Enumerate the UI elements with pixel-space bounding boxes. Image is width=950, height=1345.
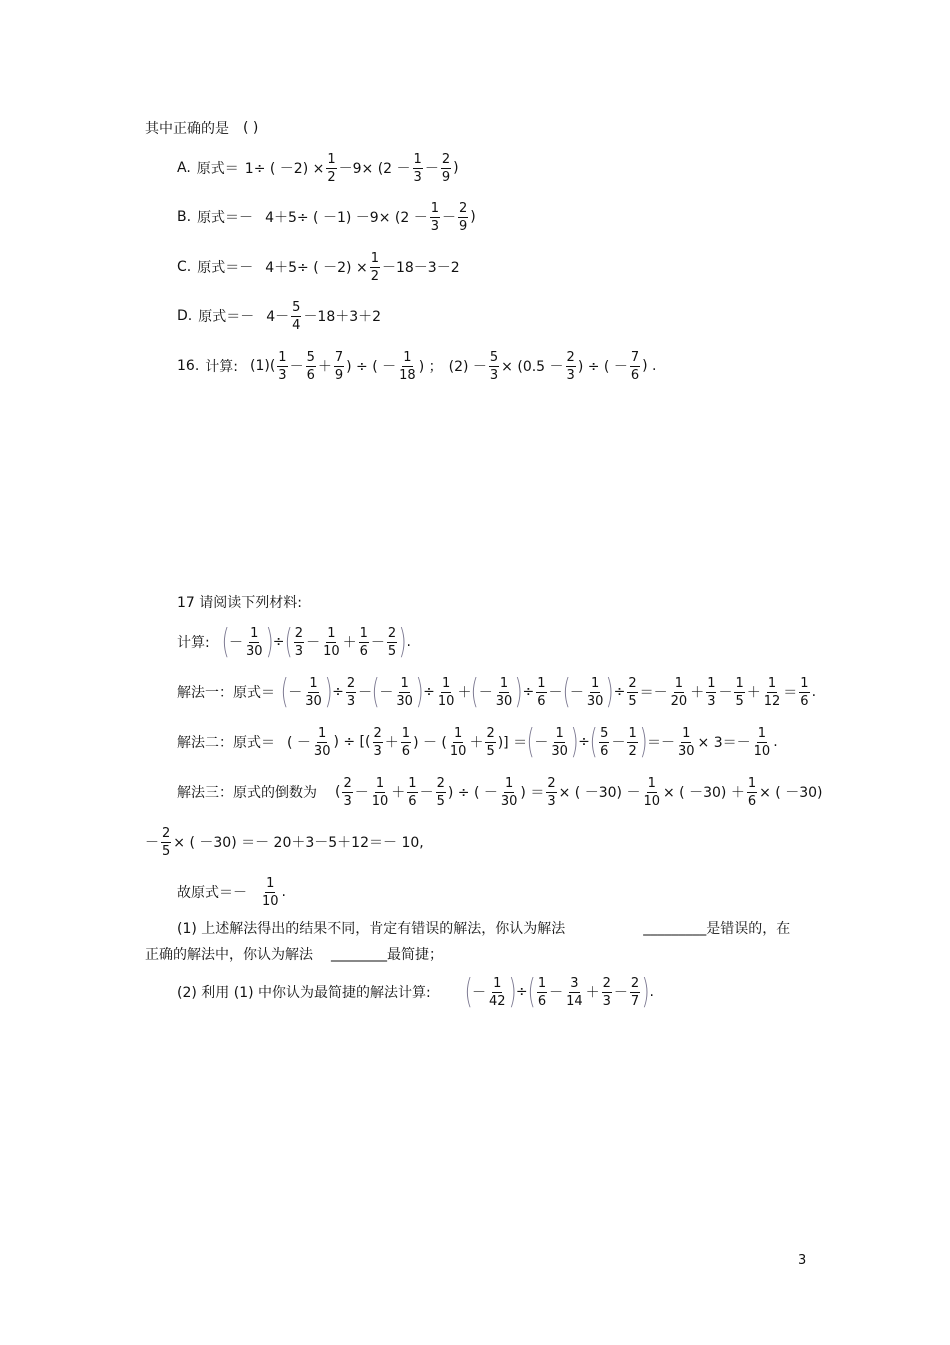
fraction: $\frac{1}{30}$ [495,675,513,709]
page-number: 3 [798,1253,807,1268]
fraction: $\frac{1}{30}$ [396,675,413,709]
fraction: $\frac{1}{2}$ [370,250,379,284]
fraction: $\frac{1}{42}$ [489,975,506,1009]
q17-sub2: (2) 利用 (1) 中你认为最简捷的解法计算: ( － $\frac{1}{42}$ ) ÷ ( $\frac{1}{6}$ － $\frac{3}{14}$ ＋ $\frac{2}{3}$ － $\frac{2}{7}$ ) . [177,972,654,1012]
q17-method-2: 解法二：原式＝ ( － $\frac{1}{30}$ ) ÷ [( $\frac{2}{3}$ ＋ $\frac{1}{6}$ ) － ( $\frac{1}{10}$ ＋ $\frac{2}{5}$ )] ＝ ( － $\frac{1}{30}$ ) ÷ ( $\frac{5}{6}$ － $\frac{1}{2}$ ) ＝－ $\frac{1}{30}$ × 3＝－ $\frac{1}{10}$ . [177,722,778,762]
fraction: $\frac{1}{6}$ [401,725,411,759]
fraction: $\frac{1}{10}$ [323,625,340,659]
fraction: $\frac{1}{6}$ [408,775,417,809]
option-c: C. 原式＝－ 4＋5÷ ( －2) × $\frac{1}{2}$ －18－3－2 [177,250,460,284]
fraction: $\frac{1}{10}$ [437,675,455,709]
fraction: $\frac{1}{30}$ [551,725,568,759]
fraction: $\frac{3}{14}$ [566,975,583,1009]
fraction: $\frac{2}{9}$ [458,200,468,234]
fraction: $\frac{1}{6}$ [800,675,809,709]
fraction: $\frac{1}{6}$ [537,675,546,709]
q17-method-3: 解法三：原式的倒数为 ( $\frac{2}{3}$ － $\frac{1}{10}$ ＋ $\frac{1}{6}$ － $\frac{2}{5}$ ) ÷ ( － $\frac{1}{30}$ ) ＝ $\frac{2}{3}$ × ( －30) － $\frac{1}{10}$ × ( －30) ＋ $\frac{1}{6}$ × ( －30) [177,775,823,809]
q17-sub1-line1: (1) 上述解法得出的结果不同，肯定有错误的解法，你认为解法 _________ 是错误的，在 [177,920,791,937]
fraction: $\frac{2}{3}$ [294,625,304,659]
q17-result: 故原式＝－ $\frac{1}{10}$ . [177,875,286,909]
fraction: $\frac{1}{30}$ [500,775,518,809]
fraction: $\frac{1}{30}$ [245,625,263,659]
fraction: $\frac{1}{3}$ [430,200,439,234]
q15-stem: 其中正确的是 ( ) [145,120,259,137]
fraction: $\frac{2}{3}$ [547,775,556,809]
q17-calc: 计算: ( － $\frac{1}{30}$ ) ÷ ( $\frac{2}{3}$ － $\frac{1}{10}$ ＋ $\frac{1}{6}$ － $\frac{2}{5}$ ) . [177,622,411,662]
fraction: $\frac{1}{30}$ [313,725,331,759]
fraction: $\frac{2}{5}$ [436,775,445,809]
fraction: $\frac{5}{4}$ [292,299,301,333]
fraction: $\frac{7}{6}$ [630,349,640,383]
fraction: $\frac{1}{18}$ [399,349,416,383]
fraction: $\frac{1}{30}$ [305,675,322,709]
q17-method-3-continued: － $\frac{2}{5}$ × ( －30) ＝－ 20＋3－5＋12＝－ 10, [145,825,424,859]
fraction: $\frac{1}{6}$ [359,625,368,659]
fraction: $\frac{2}{3}$ [566,349,575,383]
fraction: $\frac{1}{3}$ [707,675,716,709]
fraction: $\frac{7}{9}$ [334,349,344,383]
fraction: $\frac{2}{3}$ [343,775,352,809]
fraction: $\frac{1}{6}$ [537,975,547,1009]
fraction: $\frac{1}{3}$ [278,349,287,383]
fraction: $\frac{1}{20}$ [670,675,688,709]
fraction: $\frac{2}{5}$ [387,625,397,659]
fraction: $\frac{1}{10}$ [371,775,389,809]
fraction: $\frac{5}{6}$ [306,349,315,383]
option-b: B. 原式＝－ 4＋5÷ ( －1) －9× (2 － $\frac{1}{3}$ － $\frac{2}{9}$ ) [177,200,476,234]
q17-sub1-line2: 正确的解法中，你认为解法 ________ 最简捷； [145,946,443,963]
fraction: $\frac{1}{6}$ [747,775,757,809]
fraction: $\frac{1}{10}$ [753,725,771,759]
q17-title: 17 请阅读下列材料: [177,595,302,611]
fraction: $\frac{2}{3}$ [346,675,356,709]
fraction: $\frac{2}{5}$ [486,725,495,759]
fraction: $\frac{5}{6}$ [600,725,609,759]
q16: 16. 计算: (1)( $\frac{1}{3}$ － $\frac{5}{6}$ ＋ $\frac{7}{9}$ ) ÷ ( － $\frac{1}{18}$ ) ； (2) － $\frac{5}{3}$ × (0.5 － $\frac{2}{3}$ ) ÷ ( － $\frac{7}{6}$ ) . [177,349,657,383]
fraction: $\frac{1}{5}$ [735,675,744,709]
fraction: $\frac{1}{2}$ [327,151,336,185]
fraction: $\frac{1}{30}$ [678,725,695,759]
fraction: $\frac{1}{2}$ [628,725,637,759]
q17-method-1: 解法一：原式＝ ( － $\frac{1}{30}$ ) ÷ $\frac{2}{3}$ － ( － $\frac{1}{30}$ ) ÷ $\frac{1}{10}$ ＋ ( － $\frac{1}{30}$ ) ÷ $\frac{1}{6}$ － ( － $\frac{1}{30}$ ) ÷ $\frac{2}{5}$ ＝－ $\frac{1}{20}$ ＋ $\frac{1}{3}$ － $\frac{1}{5}$ ＋ $\frac{1}{12}$ ＝ $\frac{1}{6}$ . [177,672,817,712]
fraction: $\frac{2}{9}$ [441,151,451,185]
fraction: $\frac{5}{3}$ [489,349,499,383]
fraction: $\frac{2}{7}$ [630,975,640,1009]
option-d: D. 原式＝－ 4－ $\frac{5}{4}$ －18＋3＋2 [177,299,382,333]
fraction: $\frac{1}{30}$ [586,675,604,709]
fraction: $\frac{2}{5}$ [628,675,637,709]
fraction: $\frac{1}{12}$ [763,675,781,709]
fraction: $\frac{1}{3}$ [413,151,422,185]
fraction: $\frac{2}{3}$ [602,975,611,1009]
option-a: A. 原式＝ 1÷ ( －2) × $\frac{1}{2}$ －9× (2 － $\frac{1}{3}$ － $\frac{2}{9}$ ) [177,151,459,185]
fraction: $\frac{2}{3}$ [373,725,382,759]
fraction: $\frac{1}{10}$ [643,775,660,809]
fraction: $\frac{1}{10}$ [262,875,279,909]
fraction: $\frac{1}{10}$ [449,725,467,759]
fraction: $\frac{2}{5}$ [162,825,171,859]
